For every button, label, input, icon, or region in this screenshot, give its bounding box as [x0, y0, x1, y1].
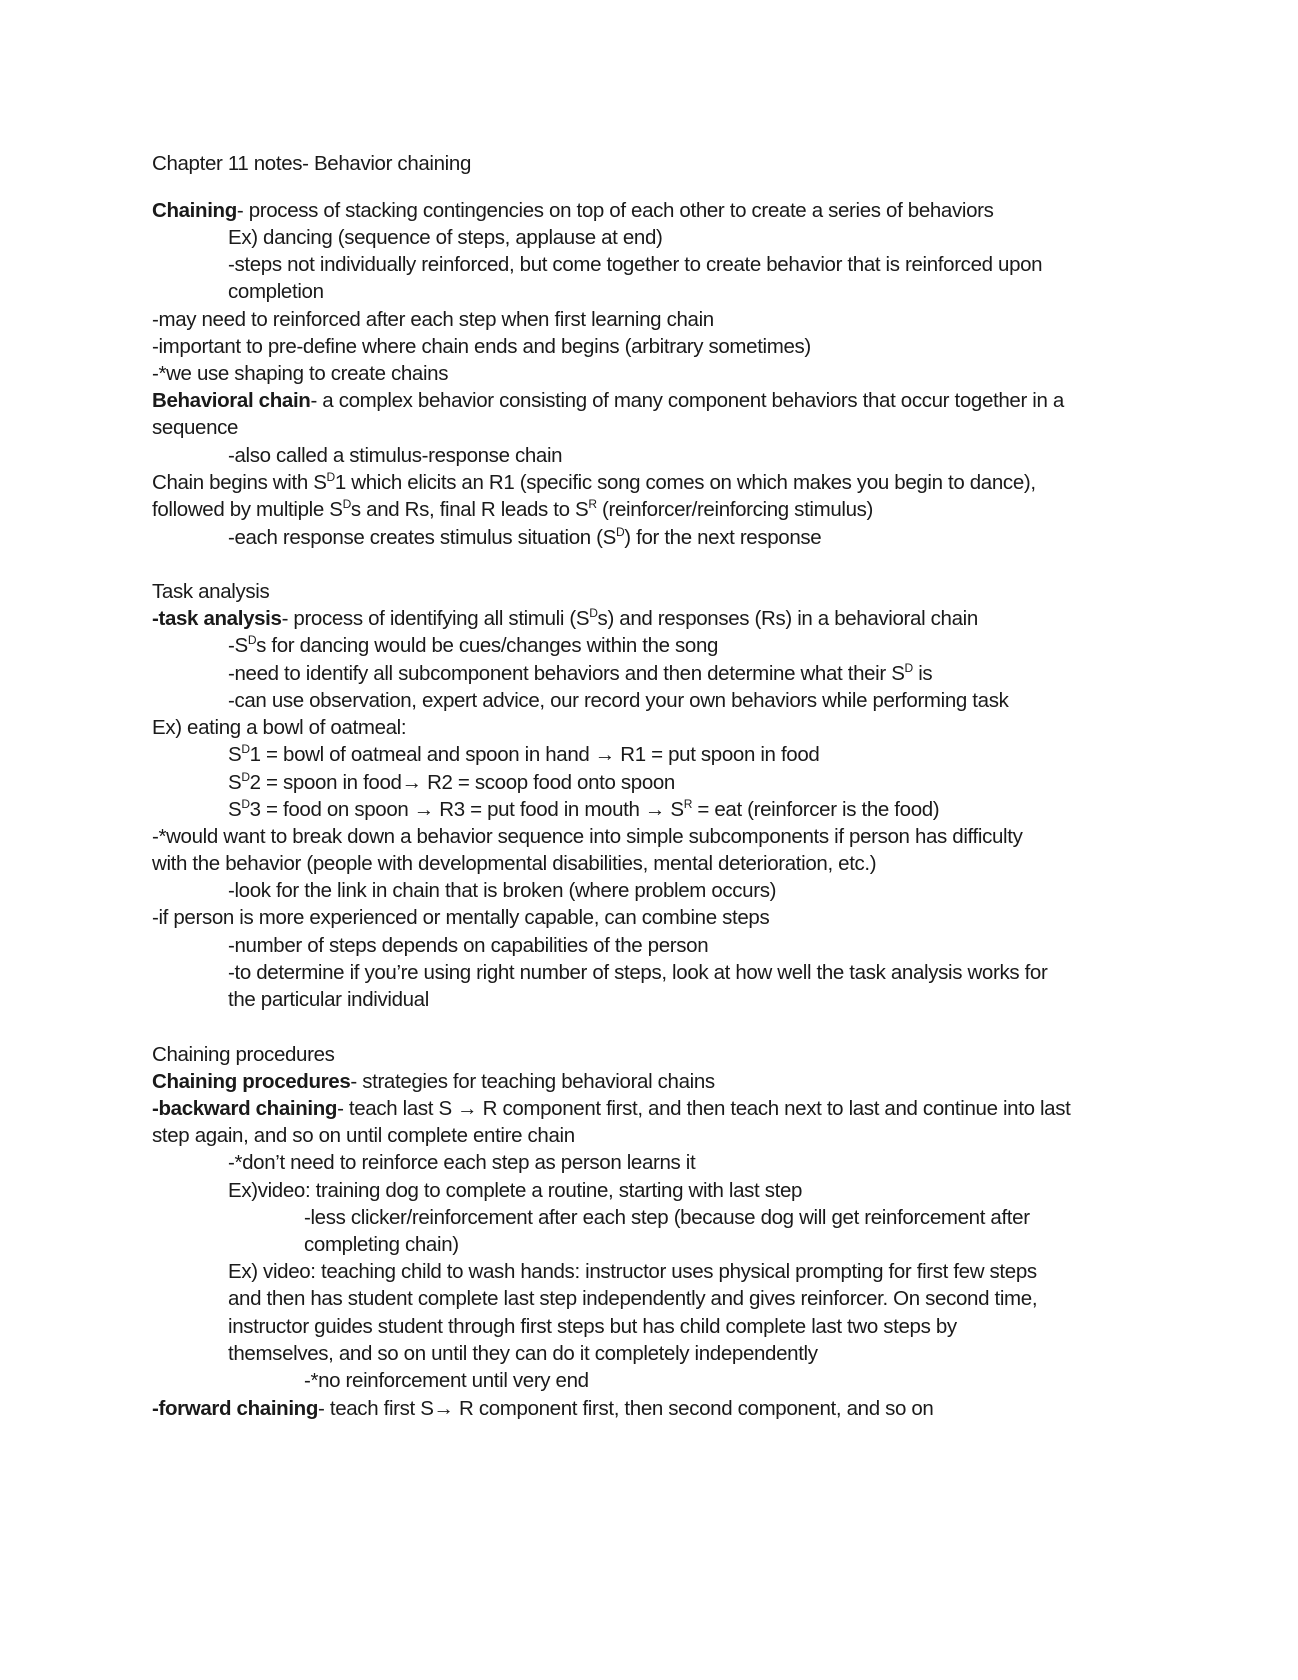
note-line: $S^D2$ = spoon in food→ R2 = scoop food onto spoon — [228, 770, 675, 794]
note-line: Chaining- process of stacking contingencies on top of each other to create a series of behaviors — [152, 199, 994, 222]
note-line: completing chain) — [304, 1233, 459, 1256]
note-line: -*we use shaping to create chains — [152, 362, 449, 385]
term: Behavioral chain — [152, 389, 311, 412]
note-line: $-S^Ds$ for dancing would be cues/changes within the song — [228, 633, 719, 657]
note-line: -backward chaining- teach last S → R component first, and then teach next to last and continue into last — [152, 1097, 1071, 1120]
note-line: -*don’t need to reinforce each step as person learns it — [228, 1151, 696, 1174]
note-line: -look for the link in chain that is broken (where problem occurs) — [228, 879, 777, 902]
term: -forward chaining — [152, 1397, 319, 1420]
note-line: -*would want to break down a behavior sequence into simple subcomponents if person has difficulty — [152, 825, 1023, 848]
note-line: -to determine if you’re using right number of steps, look at how well the task analysis works for — [228, 961, 1048, 984]
note-line: -task analysis- process of identifying all stimuli $(S^Ds)$ and responses (Rs) in a behavioral chain — [152, 606, 978, 630]
note-line: Ex) video: teaching child to wash hands: instructor uses physical prompting for first few steps — [228, 1260, 1037, 1283]
note-line: themselves, and so on until they can do it completely independently — [228, 1342, 818, 1365]
note-line: Chain begins with $S^D1$ which elicits an R1 (specific song comes on which makes you begin to dance), — [152, 470, 1036, 494]
note-line: Ex) dancing (sequence of steps, applause at end) — [228, 226, 663, 249]
note-line: -also called a stimulus-response chain — [228, 444, 563, 467]
note-line: -need to identify all subcomponent behaviors and then determine what their $S^D$ is — [228, 661, 933, 685]
note-line: -less clicker/reinforcement after each step (because dog will get reinforcement after — [304, 1206, 1030, 1229]
note-line: -if person is more experienced or mentally capable, can combine steps — [152, 906, 770, 929]
term: -backward chaining — [152, 1097, 338, 1120]
chapter-title: Chapter 11 notes- Behavior chaining — [152, 152, 471, 175]
note-line: -can use observation, expert advice, our record your own behaviors while performing task — [228, 689, 1009, 712]
note-line: Ex)video: training dog to complete a routine, starting with last step — [228, 1179, 803, 1202]
note-line: with the behavior (people with developmental disabilities, mental deterioration, etc.) — [152, 852, 877, 875]
term: Chaining procedures — [152, 1070, 351, 1093]
note-line: and then has student complete last step independently and gives reinforcer. On second time, — [228, 1287, 1038, 1310]
note-line: Chaining procedures- strategies for teaching behavioral chains — [152, 1070, 715, 1093]
note-line: $S^D3$ = food on spoon → R3 = put food in mouth → $S^R$ = eat (reinforcer is the food) — [228, 797, 940, 821]
note-line: instructor guides student through first steps but has child complete last two steps by — [228, 1315, 957, 1338]
note-line: Ex) eating a bowl of oatmeal: — [152, 716, 407, 739]
term: -task analysis — [152, 607, 282, 630]
note-line: -forward chaining- teach first S→ R component first, then second component, and so on — [152, 1397, 934, 1420]
note-line: -may need to reinforced after each step when first learning chain — [152, 308, 714, 331]
note-line: followed by multiple $S^Ds$ and Rs, final R leads to $S^R$ (reinforcer/reinforcing stimulus) — [152, 497, 874, 521]
note-line: $S^D1$ = bowl of oatmeal and spoon in hand → R1 = put spoon in food — [228, 742, 820, 766]
note-line: -each response creates stimulus situation $(S^D)$ for the next response — [228, 525, 822, 549]
note-line: completion — [228, 280, 324, 303]
note-line: -steps not individually reinforced, but come together to create behavior that is reinforced upon — [228, 253, 1043, 276]
note-line: -*no reinforcement until very end — [304, 1369, 589, 1392]
section-heading: Chaining procedures — [152, 1043, 335, 1066]
note-line: the particular individual — [228, 988, 429, 1011]
note-line: step again, and so on until complete entire chain — [152, 1124, 575, 1147]
note-line: -important to pre-define where chain ends and begins (arbitrary sometimes) — [152, 335, 811, 358]
note-line: sequence — [152, 416, 239, 439]
note-line: -number of steps depends on capabilities of the person — [228, 934, 709, 957]
note-line: Behavioral chain- a complex behavior consisting of many component behaviors that occur together in a — [152, 389, 1064, 412]
term: Chaining — [152, 199, 237, 222]
section-heading: Task analysis — [152, 580, 270, 603]
